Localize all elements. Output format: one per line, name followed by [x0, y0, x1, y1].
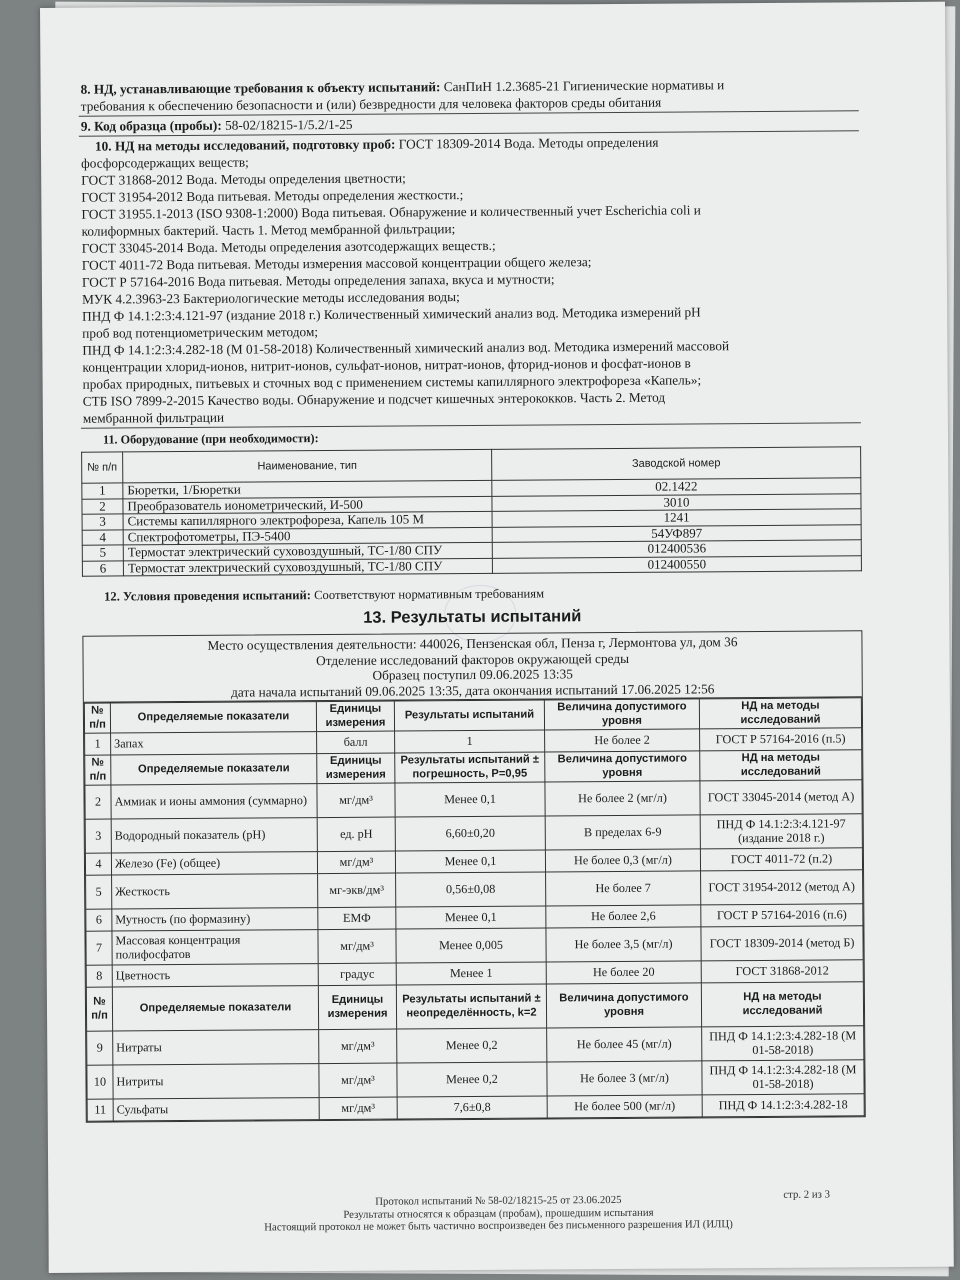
sample-code: 58-02/18215-1/5.2/1-25 [221, 116, 353, 133]
method-line: ГОСТ 31954-2012 Вода питьевая. Методы определения жесткости.; [81, 187, 464, 205]
section-8-text: СанПиН 1.2.3685-21 Гигиенические нормативы и [440, 77, 725, 95]
results-header-line: Образец поступил 09.06.2025 13:35 [372, 666, 573, 683]
results-col-nd: НД на методы исследований [700, 750, 862, 781]
method-line: СТБ ISO 7899-2-2015 Качество воды. Обнаружение и подсчет кишечных энтерококков. Часть 2. Метод [82, 389, 666, 409]
method-line: ПНД Ф 14.1:2:3:4.282-18 (М 01-58-2018) Количественный химический анализ вод. Методика измерений массовой [82, 338, 730, 358]
results-num: 10 [87, 1065, 113, 1099]
results-unit: мг-экв/дм³ [318, 873, 396, 908]
results-num: 1 [85, 733, 111, 755]
results-indicator: Массовая концентрация полифосфатов [112, 930, 318, 965]
results-num: 3 [85, 819, 111, 853]
results-header-line: Отделение исследований факторов окружающей среды [316, 650, 630, 668]
results-limit: Не более 45 (мг/л) [547, 1027, 702, 1062]
equipment-serial: 3010 [492, 493, 861, 511]
results-unit: балл [317, 731, 395, 754]
results-limit: Не более 20 [546, 961, 701, 984]
footer-protocol: Протокол испытаний № 58-02/18215-25 от 23.06.2025 [375, 1193, 622, 1208]
section-8 [79, 74, 859, 116]
section-10-label: 10. НД на методы исследований, подготовку проб: [94, 136, 396, 154]
equipment-serial: 54УФ897 [492, 524, 861, 542]
equipment-name: Бюретки, 1/Бюретки [123, 480, 492, 498]
results-method: ПНД Ф 14.1:2:3:4.282-18 (М 01-58-2018) [702, 1026, 864, 1061]
equipment-serial: 012400550 [492, 555, 861, 573]
results-limit: Не более 0,3 (мг/л) [545, 849, 700, 872]
results-value: 7,6±0,8 [397, 1096, 547, 1119]
results-value: Менее 0,2 [397, 1062, 547, 1097]
equipment-serial: 1241 [492, 509, 861, 527]
method-line: колиформных бактерий. Часть 1. Метод мембранной фильтрации; [81, 221, 456, 239]
section-8-label: 8. НД, устанавливающие требования к объекту испытаний: [80, 79, 441, 97]
method-line: ГОСТ 31955.1-2013 (ISO 9308-1:2000) Вода питьевая. Обнаружение и количественный учет Escherichia coli и [81, 202, 701, 222]
equipment-name: Термостат электрический суховоздушный, ТС-1/80 СПУ [123, 558, 492, 576]
results-col-ind: Определяемые показатели [110, 702, 316, 733]
results-value: 6,60±0,20 [395, 816, 545, 851]
results-method: ПНД Ф 14.1:2:3:4.282-18 [702, 1094, 864, 1117]
results-col-ind: Определяемые показатели [111, 754, 317, 785]
results-value: Менее 0,1 [395, 850, 545, 873]
results-indicator: Сульфаты [113, 1098, 319, 1121]
results-col-unit: Единицы измерения [316, 701, 394, 732]
equipment-num: 1 [82, 483, 123, 499]
results-indicator: Аммиак и ионы аммония (суммарно) [111, 784, 317, 819]
method-line: пробах природных, питьевых и сточных вод с применением системы капиллярного электрофореза «Капель»; [82, 372, 702, 392]
equipment-table [81, 446, 862, 576]
results-value: 0,56±0,08 [396, 872, 546, 907]
method-line: проб вод потенциометрическим методом; [82, 324, 319, 341]
method-line: фосфорсодержащих веществ; [81, 154, 249, 171]
equipment-num: 4 [82, 529, 123, 545]
results-method: ГОСТ 18309-2014 (метод Б) [701, 926, 863, 961]
results-unit: мг/дм³ [318, 929, 396, 964]
results-method: ПНД Ф 14.1:2:3:4.282-18 (М 01-58-2018) [702, 1060, 864, 1095]
results-row [87, 1026, 864, 1065]
results-col-num: № п/п [86, 987, 112, 1031]
results-value: 1 [395, 730, 545, 753]
page-number: стр. 2 из 3 [783, 1188, 831, 1201]
results-col-num: № п/п [85, 755, 111, 785]
section-10-first-text: ГОСТ 18309-2014 Вода. Методы определения [395, 134, 659, 152]
results-col-res: Результаты испытаний [394, 700, 544, 731]
results-row [85, 814, 862, 853]
results-title: 13. Результаты испытаний [363, 607, 582, 627]
results-num: 5 [86, 875, 112, 909]
section-11-label: 11. Оборудование (при необходимости): [102, 431, 319, 447]
document-page [40, 2, 954, 1273]
results-row [85, 780, 862, 819]
results-unit: мг/дм³ [319, 1063, 397, 1098]
results-limit: Не более 3 (мг/л) [547, 1061, 702, 1096]
equipment-name: Системы капиллярного электрофореза, Капель 105 М [123, 511, 492, 529]
results-row [86, 870, 863, 909]
results-limit: Не более 2 (мг/л) [545, 781, 700, 816]
results-value: Менее 0,1 [395, 782, 545, 817]
method-line: ГОСТ Р 57164-2016 Вода питьевая. Методы определения запаха, вкуса и мутности; [81, 271, 555, 290]
equipment-name: Преобразователь ионометрический, И-500 [123, 496, 492, 514]
method-line: концентрации хлорид-ионов, нитрит-ионов, сульфат-ионов, нитрат-ионов, фторид-ионов и фосфат-ионов в [82, 355, 691, 375]
results-table [84, 697, 865, 1121]
method-line: ПНД Ф 14.1:2:3:4.121-97 (издание 2018 г.) Количественный химический анализ вод. Методика измерений pH [82, 304, 701, 324]
results-col-ind: Определяемые показатели [112, 986, 318, 1031]
results-col-nd: НД на методы исследований [701, 982, 863, 1027]
results-col-unit: Единицы измерения [318, 985, 396, 1030]
results-indicator: Мутность (по формазину) [112, 908, 318, 931]
section-8-text-cont: требования к обеспечению безопасности и (или) безвредности для человека факторов среды обитания [80, 94, 662, 114]
results-value: Менее 0,2 [397, 1028, 547, 1063]
results-limit: В пределах 6-9 [545, 815, 700, 850]
equipment-col-num: № п/п [82, 452, 123, 483]
results-unit: мг/дм³ [319, 1097, 397, 1120]
equipment-num: 2 [82, 498, 123, 514]
results-indicator: Цветность [112, 964, 318, 987]
equipment-col-serial: Заводской номер [492, 447, 861, 481]
results-header-line: дата начала испытаний 09.06.2025 13:35, дата окончания испытаний 17.06.2025 12:56 [231, 680, 715, 700]
results-num: 11 [87, 1099, 113, 1121]
results-col-nd: НД на методы исследований [699, 698, 861, 729]
section-9-label: 9. Код образца (пробы): [80, 117, 222, 134]
results-value: Менее 0,1 [396, 906, 546, 929]
method-line: мембранной фильтрации [82, 409, 225, 426]
results-limit: Не более 7 [546, 871, 701, 906]
results-limit: Не более 2,6 [546, 905, 701, 928]
results-value: Менее 0,005 [396, 928, 546, 963]
method-line: МУК 4.2.3963-23 Бактериологические методы исследования воды; [81, 289, 460, 307]
section-10 [79, 131, 861, 428]
conditions-value: Соответствуют нормативным требованиям [310, 586, 545, 603]
footer [48, 1192, 948, 1236]
results-unit: мг/дм³ [317, 851, 395, 874]
results-unit: градус [318, 963, 396, 986]
results-row [86, 926, 863, 965]
results-unit: ЕМФ [318, 907, 396, 930]
results-col-num: № п/п [84, 703, 110, 733]
method-line: ГОСТ 31868-2012 Вода. Методы определения цветности; [81, 170, 406, 188]
results-unit: мг/дм³ [319, 1029, 397, 1064]
results-value: Менее 1 [396, 962, 546, 985]
results-unit: мг/дм³ [317, 783, 395, 818]
equipment-col-name: Наименование, тип [123, 449, 492, 483]
results-num: 8 [86, 965, 112, 987]
results-header-row [86, 982, 863, 1031]
section-12-label: 12. Условия проведения испытаний: [104, 588, 312, 604]
results-limit: Не более 3,5 (мг/л) [546, 927, 701, 962]
footer-note: Результаты относятся к образцам (пробам), прошедшим испытания [343, 1206, 654, 1221]
results-col-lim: Величина допустимого уровня [545, 751, 700, 782]
results-unit: ед. pH [317, 817, 395, 852]
results-num: 9 [87, 1031, 113, 1065]
results-col-lim: Величина допустимого уровня [544, 699, 699, 730]
equipment-serial: 012400536 [492, 540, 861, 558]
methods-list [81, 149, 861, 426]
results-indicator: Железо (Fe) (общее) [111, 852, 317, 875]
results-block [82, 630, 865, 1122]
results-limit: Не более 2 [545, 729, 700, 752]
results-header-line: Место осуществления деятельности: 440026, Пензенская обл, Пенза г, Лермонтова ул, дом 36 [207, 634, 738, 653]
equipment-name: Спектрофотометры, ПЭ-5400 [123, 527, 492, 545]
method-line: ГОСТ 33045-2014 Вода. Методы определения азотсодержащих веществ.; [81, 237, 496, 256]
footer-copyright: Настоящий протокол не может быть частично воспроизведен без письменного разрешения ИЛ (ИЛЦ) [264, 1218, 733, 1234]
document-content [79, 74, 866, 1122]
results-method: ГОСТ 4011-72 (п.2) [700, 848, 862, 871]
equipment-serial: 02.1422 [492, 478, 861, 496]
results-indicator: Нитриты [113, 1064, 319, 1099]
section-12 [104, 583, 862, 605]
equipment-num: 5 [82, 545, 123, 561]
results-method: ПНД Ф 14.1:2:3:4.121-97 (издание 2018 г.) [700, 814, 862, 849]
results-limit: Не более 500 (мг/л) [547, 1095, 702, 1118]
results-col-res: Результаты испытаний ± погрешность, Р=0,95 [395, 752, 545, 783]
results-indicator: Нитраты [113, 1030, 319, 1065]
results-indicator: Водородный показатель (pH) [111, 818, 317, 853]
results-indicator: Жесткость [112, 874, 318, 909]
results-num: 7 [86, 931, 112, 965]
equipment-num: 3 [82, 514, 123, 530]
method-line: ГОСТ 4011-72 Вода питьевая. Методы измерения массовой концентрации общего железа; [81, 254, 592, 273]
results-num: 2 [85, 785, 111, 819]
results-method: ГОСТ 33045-2014 (метод А) [700, 780, 862, 815]
results-header [83, 631, 861, 702]
results-method: ГОСТ 31954-2012 (метод А) [701, 870, 863, 905]
results-col-res: Результаты испытаний ± неопределённость, k=2 [396, 984, 546, 1029]
results-method: ГОСТ Р 57164-2016 (п.6) [701, 904, 863, 927]
results-col-unit: Единицы измерения [317, 753, 395, 784]
results-num: 6 [86, 909, 112, 931]
results-method: ГОСТ 31868-2012 [701, 960, 863, 983]
results-indicator: Запах [111, 732, 317, 755]
equipment-name: Термостат электрический суховоздушный, ТС-1/80 СПУ [123, 542, 492, 560]
results-method: ГОСТ Р 57164-2016 (п.5) [700, 728, 862, 751]
results-row [87, 1060, 864, 1099]
results-num: 4 [85, 853, 111, 875]
results-row [87, 1094, 864, 1121]
results-col-lim: Величина допустимого уровня [546, 983, 701, 1028]
equipment-num: 6 [82, 560, 123, 576]
